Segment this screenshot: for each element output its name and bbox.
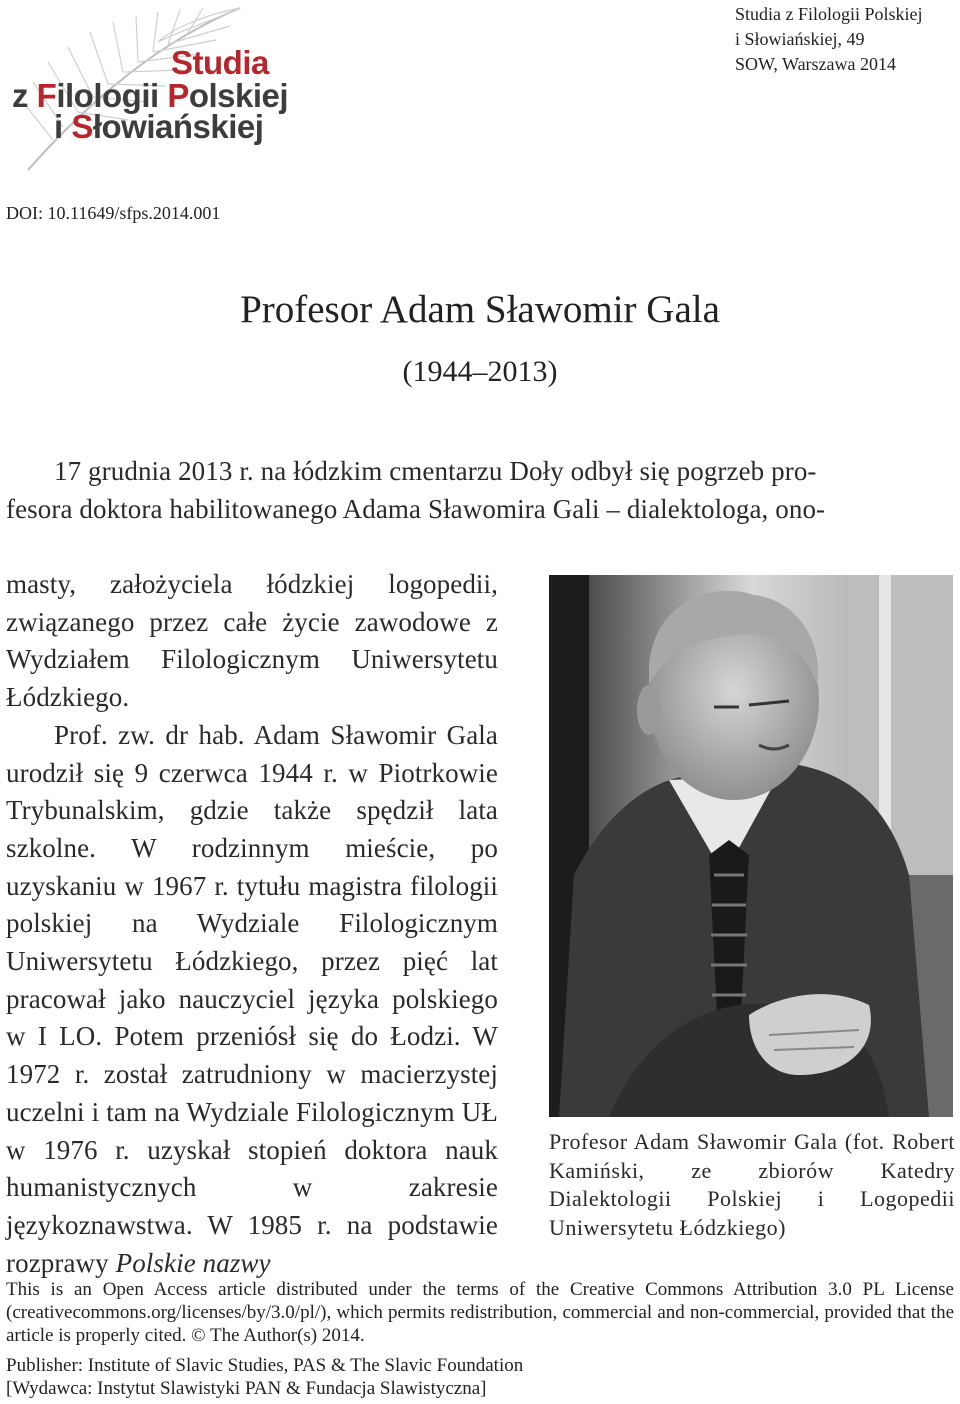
publisher-line: Publisher: Institute of Slavic Studies, PAS & The Slavic Foundation: [6, 1355, 524, 1376]
journal-info-line: i Słowiańskiej, 49: [735, 29, 865, 49]
logo-line-filologii: z Filologii Polskiej: [12, 77, 289, 114]
journal-info: [735, 2, 923, 77]
paragraph: Prof. zw. dr hab. Adam Sławomir Gala urodził się 9 czerwca 1944 r. w Piotrkowie Trybunalskim, gdzie także spędził lata szkolne. W rodzinnym mieście, po uzyskaniu w 1967 r. tytułu magistra filologii polskiej na Wydziale Filologicznym Uniwersytetu Łódzkiego, przez pięć lat pracował jako nauczyciel języka polskiego w I LO. Potem przeniósł się do Łodzi. W 1972 r. został zatrudniony w macierzystej uczelni i tam na Wydziale Filologicznym UŁ w 1976 r. uzyskał stopień doktora nauk humanistycznych w zakresie językoznawstwa. W 1985 r. na podstawie rozprawy Polskie nazwy: [6, 719, 498, 1278]
publisher-info: [6, 1354, 523, 1400]
intro-line: fesora doktora habilitowanego Adama Sławomira Gali – dialektologa, ono-: [6, 493, 826, 524]
portrait-photo: [549, 575, 953, 1117]
intro-line: 17 grudnia 2013 r. na łódzkim cmentarzu Doły odbył się pogrzeb pro-: [54, 456, 817, 486]
journal-info-line: Studia z Filologii Polskiej: [735, 4, 923, 24]
intro-paragraph: [6, 453, 954, 528]
license-notice: This is an Open Access article distributed under the terms of the Creative Commons Attribution 3.0 PL License (creativecommons.org/licenses/by/3.0/pl/), which permits redistribution, commercial and non-commercial, provided that the article is properly cited. © The Author(s) 2014.: [6, 1279, 954, 1346]
publisher-line: [Wydawca: Instytut Slawistyki PAN & Fundacja Slawistyczna]: [6, 1378, 487, 1399]
journal-info-line: SOW, Warszawa 2014: [735, 54, 897, 74]
photo-caption: Profesor Adam Sławomir Gala (fot. Robert Kamiński, ze zbiorów Katedry Dialektologii Polskiej i Logopedii Uniwersytetu Łódzkiego): [549, 1129, 955, 1240]
life-dates: (1944–2013): [402, 355, 558, 388]
paragraph: masty, założyciela łódzkiej logopedii, związanego przez całe życie zawodowe z Wydziałem Filologicznym Uniwersytetu Łódzkiego.: [6, 569, 498, 713]
doi[interactable]: DOI: 10.11649/sfps.2014.001: [6, 203, 221, 223]
body-column: [6, 566, 498, 1282]
journal-logo: [8, 2, 348, 174]
article-title: Profesor Adam Sławomir Gala: [240, 288, 720, 331]
logo-line-slowianskiej: i Słowiańskiej: [54, 108, 264, 145]
logo-line-studia: Studia: [171, 44, 269, 81]
